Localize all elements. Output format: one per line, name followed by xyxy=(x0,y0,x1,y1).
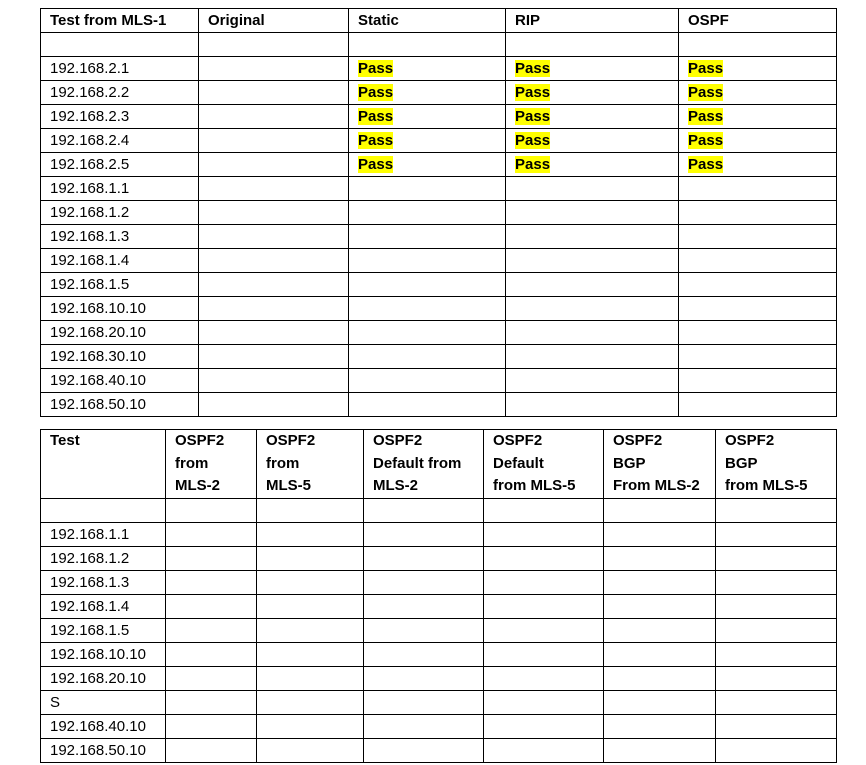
cell-result xyxy=(604,571,716,595)
header-col-3 xyxy=(364,430,484,499)
header-line: Test xyxy=(50,432,80,449)
cell-result xyxy=(484,715,604,739)
cell-ip xyxy=(41,81,199,105)
header-line: MLS-5 xyxy=(266,477,311,495)
cell-result xyxy=(716,643,837,667)
header-line: Default from xyxy=(373,454,462,472)
cell-static xyxy=(349,153,506,177)
table-row xyxy=(41,225,837,249)
cell-rip xyxy=(506,153,679,177)
cell-rip xyxy=(506,33,679,57)
table-row xyxy=(41,595,837,619)
pass-result: Pass xyxy=(515,60,551,77)
header-ospf: OSPF xyxy=(679,9,837,33)
cell-result xyxy=(257,499,364,523)
cell-static xyxy=(349,201,506,225)
cell-ip xyxy=(41,129,199,153)
header-line: OSPF2 xyxy=(725,432,775,449)
cell-result xyxy=(257,523,364,547)
cell-static xyxy=(349,129,506,153)
cell-text: 192.168.2.2 xyxy=(50,84,130,101)
cell-result xyxy=(364,739,484,763)
cell-result xyxy=(716,571,837,595)
cell-result xyxy=(364,523,484,547)
cell-result xyxy=(166,619,257,643)
cell-static xyxy=(349,369,506,393)
cell-ospf xyxy=(679,369,837,393)
cell-original xyxy=(199,345,349,369)
cell-result xyxy=(604,499,716,523)
cell-ip xyxy=(41,297,199,321)
cell-ospf xyxy=(679,33,837,57)
cell-ospf xyxy=(679,225,837,249)
header-static: Static xyxy=(349,9,506,33)
cell-result xyxy=(604,715,716,739)
cell-ip: 192.168.40.10 xyxy=(41,715,166,739)
cell-rip xyxy=(506,105,679,129)
cell-static xyxy=(349,81,506,105)
cell-ip xyxy=(41,225,199,249)
cell-result xyxy=(166,691,257,715)
cell-text: 192.168.2.3 xyxy=(50,108,130,125)
cell-result xyxy=(166,547,257,571)
cell-text: 192.168.2.5 xyxy=(50,156,130,173)
cell-original xyxy=(199,177,349,201)
table-row xyxy=(41,153,837,177)
header-line: from MLS-5 xyxy=(725,477,808,495)
table-row xyxy=(41,33,837,57)
test-from-mls1-table xyxy=(40,8,837,417)
cell-ospf xyxy=(679,345,837,369)
header-col-1 xyxy=(166,430,257,499)
table-row xyxy=(41,177,837,201)
cell-ip xyxy=(41,369,199,393)
header-line: MLS-2 xyxy=(373,477,418,495)
cell-result xyxy=(484,643,604,667)
table-row xyxy=(41,547,837,571)
cell-ip xyxy=(41,393,199,417)
cell-result xyxy=(484,595,604,619)
pass-result: Pass xyxy=(688,156,724,173)
cell-original xyxy=(199,273,349,297)
cell-ip xyxy=(41,345,199,369)
cell-ip: 192.168.50.10 xyxy=(41,739,166,763)
header-col-2 xyxy=(257,430,364,499)
table-row xyxy=(41,715,837,739)
cell-text: 192.168.1.4 xyxy=(50,252,130,269)
cell-ospf xyxy=(679,81,837,105)
cell-ospf xyxy=(679,177,837,201)
table-row xyxy=(41,691,837,715)
cell-rip xyxy=(506,249,679,273)
cell-result xyxy=(257,667,364,691)
pass-result: Pass xyxy=(515,156,551,173)
cell-ospf xyxy=(679,105,837,129)
cell-ospf xyxy=(679,57,837,81)
cell-original xyxy=(199,57,349,81)
cell-ip: 192.168.1.5 xyxy=(41,619,166,643)
table-row xyxy=(41,499,837,523)
pass-result: Pass xyxy=(358,108,394,125)
cell-result xyxy=(257,691,364,715)
cell-original xyxy=(199,33,349,57)
pass-result: Pass xyxy=(358,60,394,77)
table-row xyxy=(41,129,837,153)
cell-result xyxy=(716,595,837,619)
cell-rip xyxy=(506,321,679,345)
cell-rip xyxy=(506,57,679,81)
header-line: from xyxy=(266,454,300,472)
table-header-row xyxy=(41,430,837,499)
cell-ip: S xyxy=(41,691,166,715)
cell-ospf xyxy=(679,273,837,297)
table-row xyxy=(41,393,837,417)
cell-result xyxy=(604,523,716,547)
cell-result xyxy=(364,571,484,595)
cell-result xyxy=(604,619,716,643)
cell-ospf xyxy=(679,321,837,345)
cell-result xyxy=(257,739,364,763)
cell-text: 192.168.40.10 xyxy=(50,372,146,389)
cell-result xyxy=(364,619,484,643)
cell-ip: 192.168.1.2 xyxy=(41,547,166,571)
cell-rip xyxy=(506,201,679,225)
cell-static xyxy=(349,249,506,273)
cell-result xyxy=(716,715,837,739)
cell-result xyxy=(604,643,716,667)
header-line: MLS-2 xyxy=(175,477,220,495)
cell-ip: 192.168.1.3 xyxy=(41,571,166,595)
cell-original xyxy=(199,369,349,393)
cell-ip: 192.168.10.10 xyxy=(41,643,166,667)
cell-original xyxy=(199,105,349,129)
table-row xyxy=(41,667,837,691)
cell-original xyxy=(199,129,349,153)
cell-text: 192.168.50.10 xyxy=(50,396,146,413)
cell-text: 192.168.2.1 xyxy=(50,60,130,77)
cell-result xyxy=(484,499,604,523)
pass-result: Pass xyxy=(515,84,551,101)
pass-result: Pass xyxy=(515,108,551,125)
header-line: OSPF2 xyxy=(266,432,316,449)
cell-result xyxy=(484,739,604,763)
cell-result xyxy=(257,571,364,595)
cell-ip xyxy=(41,499,166,523)
cell-static xyxy=(349,105,506,129)
cell-ospf xyxy=(679,153,837,177)
cell-ospf xyxy=(679,249,837,273)
cell-static xyxy=(349,297,506,321)
cell-text: 192.168.1.3 xyxy=(50,228,130,245)
cell-original xyxy=(199,249,349,273)
cell-result xyxy=(604,739,716,763)
header-rip: RIP xyxy=(506,9,679,33)
cell-result xyxy=(257,643,364,667)
cell-ip xyxy=(41,201,199,225)
cell-rip xyxy=(506,393,679,417)
cell-text: 192.168.10.10 xyxy=(50,300,146,317)
header-original: Original xyxy=(199,9,349,33)
cell-ip xyxy=(41,57,199,81)
cell-rip xyxy=(506,345,679,369)
header-line: OSPF2 xyxy=(493,432,543,449)
table-row xyxy=(41,571,837,595)
cell-result xyxy=(716,739,837,763)
header-line: OSPF2 xyxy=(175,432,225,449)
cell-result xyxy=(364,499,484,523)
cell-text: 192.168.1.2 xyxy=(50,204,130,221)
table-header-row xyxy=(41,9,837,33)
cell-result xyxy=(166,739,257,763)
cell-rip xyxy=(506,297,679,321)
pass-result: Pass xyxy=(688,60,724,77)
cell-result xyxy=(604,691,716,715)
cell-rip xyxy=(506,129,679,153)
header-col-6 xyxy=(716,430,837,499)
cell-text: 192.168.2.4 xyxy=(50,132,130,149)
cell-result xyxy=(716,619,837,643)
table-row xyxy=(41,739,837,763)
header-col-0 xyxy=(41,430,166,499)
cell-result xyxy=(166,571,257,595)
pass-result: Pass xyxy=(515,132,551,149)
cell-static xyxy=(349,273,506,297)
cell-original xyxy=(199,297,349,321)
cell-text: 192.168.30.10 xyxy=(50,348,146,365)
cell-result xyxy=(364,691,484,715)
cell-rip xyxy=(506,177,679,201)
cell-ip xyxy=(41,177,199,201)
cell-result xyxy=(166,595,257,619)
cell-ip xyxy=(41,273,199,297)
cell-static xyxy=(349,345,506,369)
cell-result xyxy=(716,523,837,547)
pass-result: Pass xyxy=(688,84,724,101)
ospf2-test-table xyxy=(40,429,837,763)
cell-result xyxy=(484,571,604,595)
table-row xyxy=(41,81,837,105)
table-row xyxy=(41,57,837,81)
table-row xyxy=(41,105,837,129)
cell-result xyxy=(257,619,364,643)
cell-ip xyxy=(41,153,199,177)
cell-result xyxy=(716,691,837,715)
cell-result xyxy=(166,715,257,739)
cell-result xyxy=(604,547,716,571)
cell-ip xyxy=(41,33,199,57)
cropped-heading-fragment xyxy=(0,0,866,6)
cell-text: 192.168.20.10 xyxy=(50,324,146,341)
cell-ip: 192.168.1.4 xyxy=(41,595,166,619)
header-line: From MLS-2 xyxy=(613,477,700,495)
cell-result xyxy=(257,547,364,571)
cell-rip xyxy=(506,225,679,249)
cell-ospf xyxy=(679,201,837,225)
cell-original xyxy=(199,81,349,105)
cell-static xyxy=(349,225,506,249)
cell-result xyxy=(364,715,484,739)
pass-result: Pass xyxy=(358,132,394,149)
cell-result xyxy=(166,667,257,691)
cell-ip: 192.168.20.10 xyxy=(41,667,166,691)
cell-result xyxy=(484,667,604,691)
cell-result xyxy=(166,643,257,667)
table-row xyxy=(41,619,837,643)
pass-result: Pass xyxy=(358,156,394,173)
cell-result xyxy=(364,595,484,619)
cell-result xyxy=(257,595,364,619)
cell-result xyxy=(257,715,364,739)
table-row xyxy=(41,345,837,369)
header-test-from-mls1: Test from MLS-1 xyxy=(41,9,199,33)
pass-result: Pass xyxy=(358,84,394,101)
header-line: OSPF2 xyxy=(373,432,423,449)
header-line: BGP xyxy=(725,454,758,472)
header-line: from xyxy=(175,454,209,472)
cell-result xyxy=(364,667,484,691)
cell-result xyxy=(484,691,604,715)
cell-static xyxy=(349,57,506,81)
cell-result xyxy=(484,547,604,571)
cell-ip xyxy=(41,321,199,345)
table-row xyxy=(41,249,837,273)
cell-result xyxy=(716,667,837,691)
table-row xyxy=(41,297,837,321)
header-line: from MLS-5 xyxy=(493,477,576,495)
cell-result xyxy=(364,547,484,571)
cell-ospf xyxy=(679,129,837,153)
cell-static xyxy=(349,177,506,201)
cell-text: 192.168.1.5 xyxy=(50,276,130,293)
cell-static xyxy=(349,393,506,417)
cell-original xyxy=(199,321,349,345)
cell-result xyxy=(484,619,604,643)
cell-text: 192.168.1.1 xyxy=(50,180,130,197)
cell-ospf xyxy=(679,297,837,321)
cell-rip xyxy=(506,81,679,105)
cell-static xyxy=(349,33,506,57)
cell-original xyxy=(199,201,349,225)
table-row xyxy=(41,273,837,297)
cell-rip xyxy=(506,369,679,393)
cell-result xyxy=(604,595,716,619)
header-col-4 xyxy=(484,430,604,499)
table-row xyxy=(41,643,837,667)
pass-result: Pass xyxy=(688,132,724,149)
cell-result xyxy=(716,547,837,571)
cell-result xyxy=(364,643,484,667)
cell-result xyxy=(166,523,257,547)
cell-original xyxy=(199,393,349,417)
cell-ip xyxy=(41,105,199,129)
cell-result xyxy=(604,667,716,691)
cell-result xyxy=(166,499,257,523)
table-row xyxy=(41,201,837,225)
cell-original xyxy=(199,225,349,249)
table-row xyxy=(41,523,837,547)
cell-ip xyxy=(41,249,199,273)
cell-rip xyxy=(506,273,679,297)
cell-static xyxy=(349,321,506,345)
table-row xyxy=(41,321,837,345)
header-line: Default xyxy=(493,454,544,472)
pass-result: Pass xyxy=(688,108,724,125)
cell-result xyxy=(716,499,837,523)
cell-ip: 192.168.1.1 xyxy=(41,523,166,547)
header-line: OSPF2 xyxy=(613,432,663,449)
cell-ospf xyxy=(679,393,837,417)
cell-original xyxy=(199,153,349,177)
table-row xyxy=(41,369,837,393)
cell-result xyxy=(484,523,604,547)
header-col-5 xyxy=(604,430,716,499)
header-line: BGP xyxy=(613,454,646,472)
